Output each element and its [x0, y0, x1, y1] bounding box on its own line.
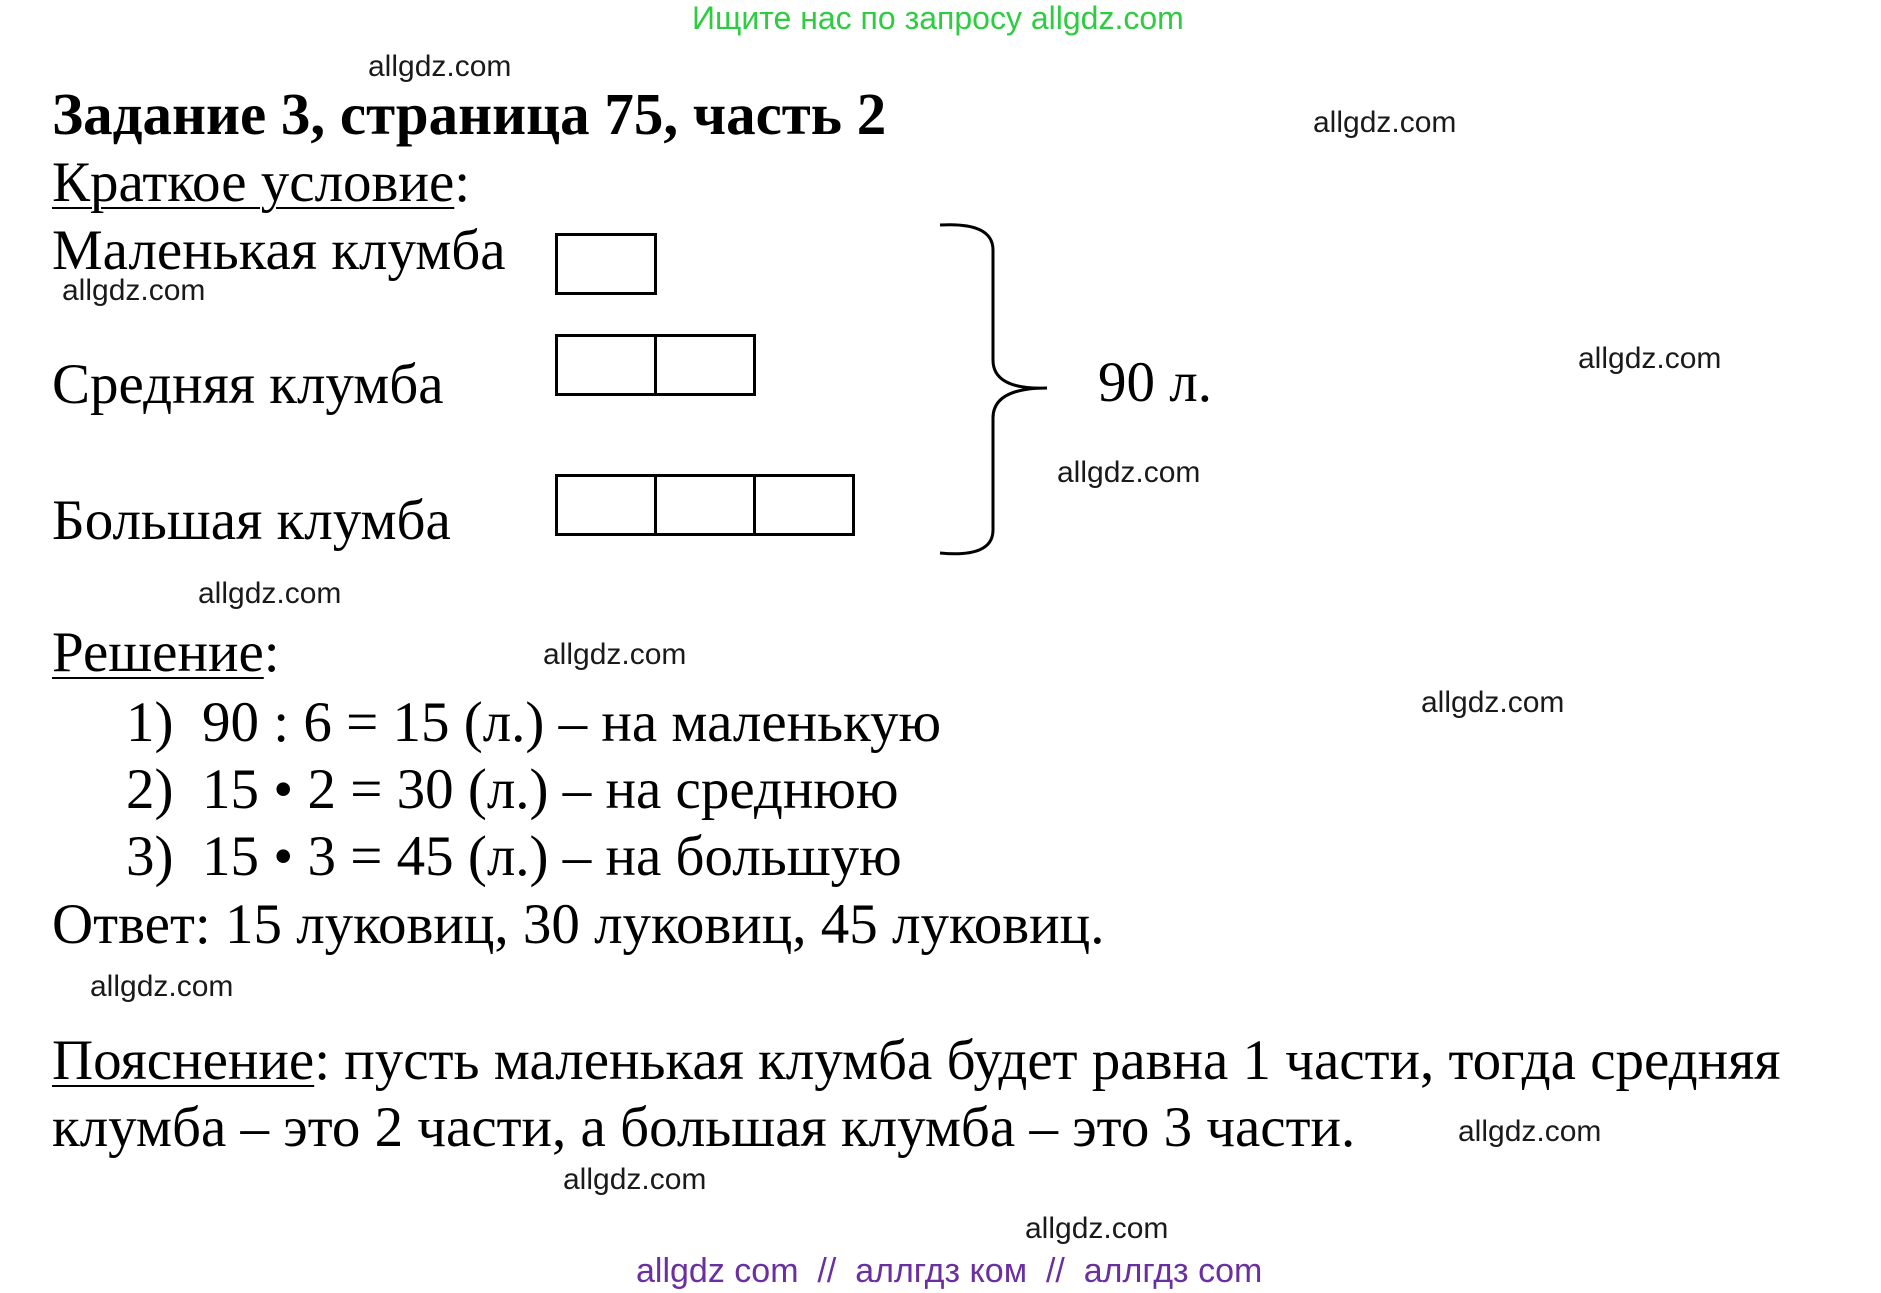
- watermark: allgdz.com: [1313, 106, 1457, 139]
- solution-step-2: [126, 757, 899, 822]
- row-label-small: Маленькая клумба: [52, 219, 506, 282]
- step-expression: 90 : 6 = 15 (л.) – на маленькую: [201, 691, 942, 754]
- footer-links: allgdz com // аллгдз ком // аллгдз com: [636, 1252, 1263, 1290]
- watermark: allgdz.com: [1578, 342, 1722, 375]
- explanation-text-1: : пусть маленькая клумба будет равна 1 части, тогда средняя: [314, 1029, 1781, 1092]
- part-box-large-3: [753, 474, 855, 536]
- solution-heading-colon: :: [263, 621, 280, 684]
- part-box-large-2: [654, 474, 756, 536]
- watermark: allgdz.com: [1458, 1115, 1602, 1148]
- explanation-line-2: клумба – это 2 части, а большая клумба – это 3 части.: [52, 1096, 1356, 1159]
- solution-heading-text: Решение: [52, 621, 264, 684]
- total-value: 90 л.: [1098, 351, 1212, 414]
- step-number: 3): [126, 825, 174, 888]
- row-label-large: Большая клумба: [52, 489, 451, 552]
- condition-heading-colon: :: [454, 151, 471, 214]
- watermark: allgdz.com: [543, 638, 687, 671]
- page-title: Задание 3, страница 75, часть 2: [52, 81, 887, 147]
- row-label-medium: Средняя клумба: [52, 353, 444, 416]
- solution-heading: [52, 620, 280, 685]
- step-expression: 15 • 3 = 45 (л.) – на большую: [201, 825, 902, 888]
- solution-step-1: [126, 690, 941, 755]
- part-box-small-1: [555, 233, 657, 295]
- watermark: allgdz.com: [62, 274, 206, 307]
- step-number: 2): [126, 758, 174, 821]
- watermark: allgdz.com: [1025, 1212, 1169, 1245]
- watermark: allgdz.com: [563, 1163, 707, 1196]
- watermark: allgdz.com: [198, 577, 342, 610]
- explanation-heading: Пояснение: [52, 1029, 315, 1092]
- part-box-medium-1: [555, 334, 657, 396]
- part-box-medium-2: [654, 334, 756, 396]
- condition-heading-text: Краткое условие: [52, 151, 455, 214]
- step-number: 1): [126, 691, 174, 754]
- watermark: allgdz.com: [90, 970, 234, 1003]
- step-expression: 15 • 2 = 30 (л.) – на среднюю: [201, 758, 899, 821]
- answer: Ответ: 15 луковиц, 30 луковиц, 45 луковиц.: [52, 893, 1105, 956]
- curly-brace: [935, 220, 1055, 560]
- explanation-line-1: [52, 1028, 1781, 1093]
- part-box-large-1: [555, 474, 657, 536]
- solution-step-3: [126, 824, 902, 889]
- condition-heading: [52, 150, 470, 215]
- watermark: allgdz.com: [1421, 686, 1565, 719]
- top-banner: Ищите нас по запросу allgdz.com: [692, 0, 1184, 36]
- watermark: allgdz.com: [368, 50, 512, 83]
- watermark: allgdz.com: [1057, 456, 1201, 489]
